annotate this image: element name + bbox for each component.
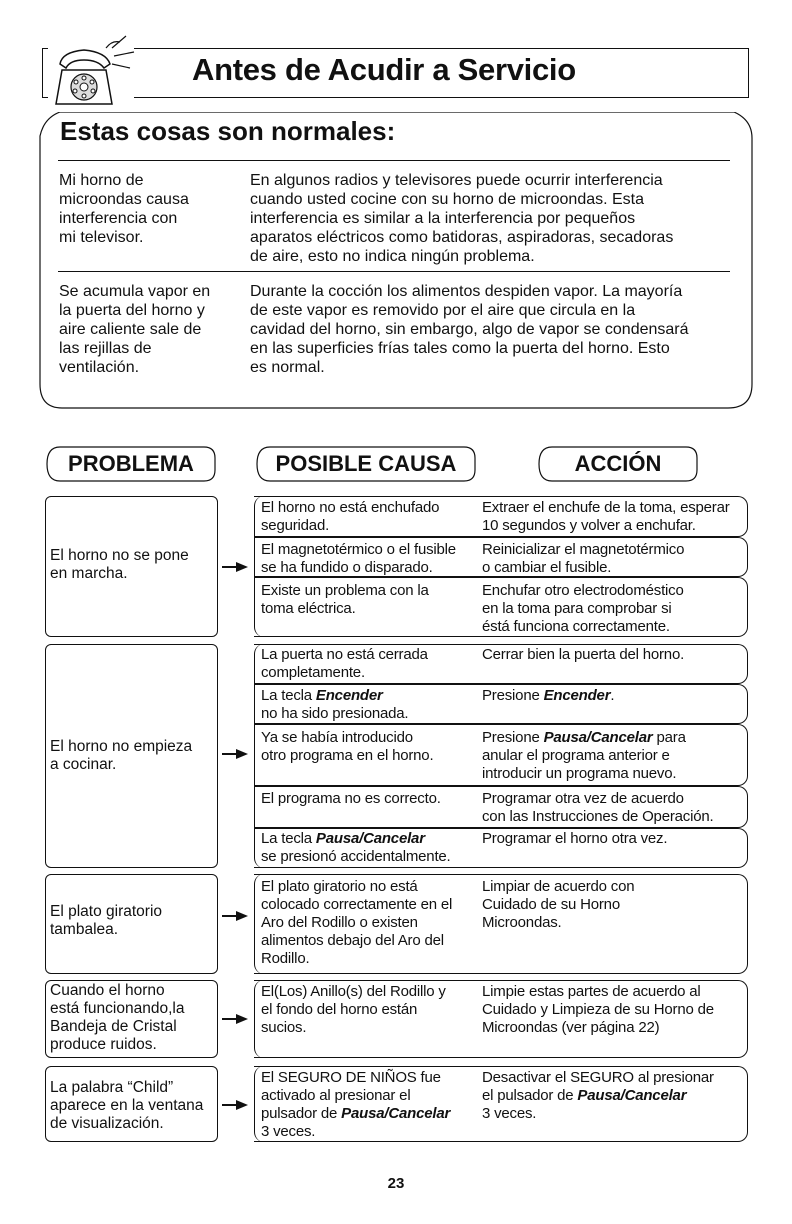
column-header-problem xyxy=(46,446,216,482)
cause-text-4: La puerta no está cerrada completamente. xyxy=(261,646,428,681)
action-text-10: Limpie estas partes de acuerdo al Cuidado y Limpieza de su Horno de Microondas (ver página 22) xyxy=(482,983,714,1036)
arrow-right-icon xyxy=(222,749,248,759)
action-text-6-post: para anular el programa anterior e introducir un programa nuevo. xyxy=(482,729,686,782)
arrow-right-icon xyxy=(222,1014,248,1024)
action-text-2: Reinicializar el magnetotérmico o cambiar el fusible. xyxy=(482,541,685,576)
normal-condition-2: Se acumula vapor en la puerta del horno y aire caliente sale de las rejillas de ventilación. xyxy=(59,283,211,376)
cause-text-3: Existe un problema con la toma eléctrica. xyxy=(261,582,429,617)
cause-text-11 xyxy=(261,1069,476,1141)
action-text-5 xyxy=(482,687,747,705)
arrow-right-icon xyxy=(222,911,248,921)
cause-text-5 xyxy=(261,687,476,723)
column-header-action xyxy=(538,446,698,482)
cause-text-11-post: 3 veces. xyxy=(261,1123,316,1140)
column-header-cause xyxy=(256,446,476,482)
problem-text-3: El plato giratorio tambalea. xyxy=(50,903,163,938)
header-right-rule xyxy=(748,48,749,98)
action-text-5-pre: Presione xyxy=(482,687,544,704)
arrow-right-icon xyxy=(222,562,248,572)
action-text-11-post: 3 veces. xyxy=(482,1105,537,1122)
cause-text-5-pre: La tecla xyxy=(261,687,316,704)
problem-text-1: El horno no se pone en marcha. xyxy=(50,547,189,582)
cause-text-2: El magnetotérmico o el fusible se ha fundido o disparado. xyxy=(261,541,456,576)
cause-text-5-post: no ha sido presionada. xyxy=(261,705,409,722)
column-header-problem-label: PROBLEMA xyxy=(68,451,194,476)
column-header-cause-label: POSIBLE CAUSA xyxy=(275,451,457,476)
cause-text-1: El horno no está enchufado seguridad. xyxy=(261,499,440,534)
problem-text-4: Cuando el horno está funcionando,la Bandeja de Cristal produce ruidos. xyxy=(50,982,185,1053)
arrow-right-icon xyxy=(222,1100,248,1110)
telephone-icon xyxy=(42,34,142,106)
normal-heading-rule xyxy=(58,160,730,161)
action-text-6-pre: Presione xyxy=(482,729,544,746)
encender-key-label: Encender xyxy=(543,687,611,704)
action-text-11-pre: Desactivar el SEGURO al presionar el pulsador de xyxy=(482,1069,714,1104)
normal-explanation-2: Durante la cocción los alimentos despiden vapor. La mayoría de este vapor es removido por el aire que circula en la cavidad del horno, sin embargo, algo de vapor se condensará en las superficies frías tales como la puerta del horno. Esto es normal. xyxy=(250,283,689,376)
action-text-7: Programar otra vez de acuerdo con las Instrucciones de Operación. xyxy=(482,790,714,825)
normal-item-divider xyxy=(58,271,730,272)
action-text-9: Limpiar de acuerdo con Cuidado de su Horno Microondas. xyxy=(482,878,635,931)
action-text-6 xyxy=(482,729,747,783)
page-number: 23 xyxy=(387,1175,405,1192)
cause-text-8 xyxy=(261,830,476,866)
action-text-1: Extraer el enchufe de la toma, esperar 10 segundos y volver a enchufar. xyxy=(482,499,730,534)
cause-text-10: El(Los) Anillo(s) del Rodillo y el fondo del horno están sucios. xyxy=(261,983,446,1036)
action-text-5-post: . xyxy=(610,687,615,704)
cause-text-6: Ya se había introducido otro programa en el horno. xyxy=(261,729,434,764)
encender-key-label: Encender xyxy=(315,687,383,704)
header-top-rule xyxy=(42,48,748,49)
normal-condition-1: Mi horno de microondas causa interferencia con mi televisor. xyxy=(59,172,189,246)
cause-text-8-post: se presionó accidentalmente. xyxy=(261,848,451,865)
action-text-11 xyxy=(482,1069,747,1123)
cause-text-9: El plato giratorio no está colocado correctamente en el Aro del Rodillo o existen alimentos debajo del Aro del Rodillo. xyxy=(261,878,453,967)
problem-text-2: El horno no empieza a cocinar. xyxy=(50,738,193,773)
normal-explanation-1: En algunos radios y televisores puede ocurrir interferencia cuando usted cocine con su horno de microondas. Esta interferencia es similar a la interferencia por pequeños aparatos eléctricos como batidoras, aspiradoras, secadoras de aire, esto no indica ningún problema. xyxy=(250,172,674,265)
column-header-action-label: ACCIÓN xyxy=(574,451,662,476)
pausa-cancelar-key-label: Pausa/Cancelar xyxy=(341,1105,451,1122)
action-text-4: Cerrar bien la puerta del horno. xyxy=(482,646,685,663)
problem-text-5: La palabra “Child” aparece en la ventana de visualización. xyxy=(50,1079,204,1132)
cause-text-8-pre: La tecla xyxy=(261,830,316,847)
action-text-8: Programar el horno otra vez. xyxy=(482,830,668,847)
header-bottom-rule xyxy=(42,97,748,98)
action-text-3: Enchufar otro electrodoméstico en la toma para comprobar si éstá funciona correctamente. xyxy=(482,582,684,635)
pausa-cancelar-key-label: Pausa/Cancelar xyxy=(577,1087,687,1104)
pausa-cancelar-key-label: Pausa/Cancelar xyxy=(543,729,653,746)
cause-text-7: El programa no es correcto. xyxy=(261,790,441,807)
pausa-cancelar-key-label: Pausa/Cancelar xyxy=(315,830,425,847)
page-title: Antes de Acudir a Servicio xyxy=(192,52,576,87)
normal-heading: Estas cosas son normales: xyxy=(60,116,396,146)
cause-text-11-pre: El SEGURO DE NIÑOS fue activado al presionar el pulsador de xyxy=(261,1069,441,1122)
